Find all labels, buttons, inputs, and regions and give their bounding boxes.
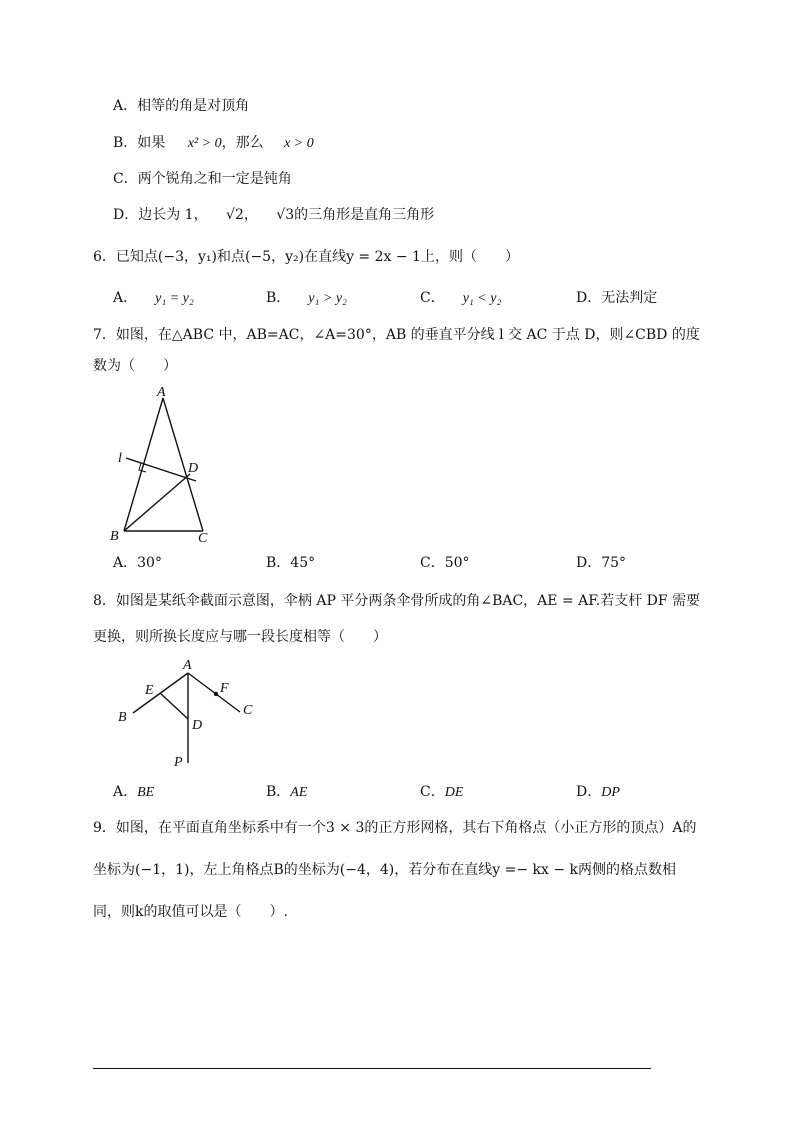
- option-text: DP: [601, 785, 620, 800]
- rib-ac: [188, 673, 240, 712]
- option-text: 相等的角是对顶角: [137, 98, 250, 114]
- option-letter: D．: [576, 290, 602, 306]
- option-letter: C．: [420, 784, 445, 800]
- option-text: 边长为 1，: [138, 207, 208, 223]
- point-label-e: E: [145, 683, 154, 698]
- q6-stem: 6．已知点(−3，y₁)和点(−5，y₂)在直线y = 2x − 1上，则（ ）: [93, 249, 519, 265]
- q9-line3: 同，则k的取值可以是（ ）.: [93, 904, 288, 920]
- point-label-b: B: [110, 529, 119, 544]
- option-text: 45°: [290, 555, 316, 571]
- strut-ed: [160, 693, 188, 719]
- option-text: y₁ = y₂: [155, 291, 194, 306]
- point-label-d: D: [192, 718, 203, 733]
- point-label-a: A: [183, 658, 192, 673]
- option-text: 50°: [444, 555, 470, 571]
- option-letter: C．: [420, 555, 445, 571]
- option-letter: D．: [576, 555, 602, 571]
- option-text: y₁ > y₂: [308, 291, 347, 306]
- bottom-rule: [93, 1068, 651, 1069]
- line-label-l: l: [118, 451, 122, 466]
- option-text: 75°: [601, 555, 627, 571]
- option-text: BE: [137, 785, 155, 800]
- math-expression: x² > 0: [187, 136, 222, 151]
- q8-option-b: [266, 782, 307, 803]
- point-label-c: C: [243, 703, 253, 718]
- option-text: 的三角形是直角三角形: [294, 207, 435, 223]
- point-label-p: P: [174, 755, 183, 770]
- option-text: DE: [444, 785, 464, 800]
- option-letter: C．: [113, 171, 138, 187]
- option-text: y₁ < y₂: [462, 291, 502, 306]
- option-text: 两个锐角之和一定是钝角: [137, 171, 292, 187]
- option-letter: C．: [420, 290, 445, 306]
- point-label-b: B: [118, 710, 127, 725]
- option-letter: B．: [266, 290, 291, 306]
- option-letter: A．: [113, 98, 138, 114]
- q8-option-d: [576, 782, 620, 803]
- option-letter: B．: [113, 135, 138, 151]
- option-letter: B．: [266, 555, 291, 571]
- point-label-a: A: [157, 385, 166, 400]
- q8-option-c: [420, 782, 463, 803]
- q7-stem-line1: 7．如图，在△ABC 中，AB=AC，∠A=30°，AB 的垂直平分线 l 交 AC 于点 D，则∠CBD 的度: [93, 327, 700, 343]
- option-letter: A．: [113, 784, 138, 800]
- q8-stem-line2: 更换，则所换长度应与哪一段长度相等（ ）: [93, 629, 387, 645]
- option-letter: D．: [113, 207, 139, 223]
- point-label-d: D: [188, 461, 199, 476]
- math-expression: √3: [276, 207, 295, 223]
- point-f-dot: [214, 692, 218, 696]
- option-letter: A．: [113, 290, 138, 306]
- q8-stem-line1: 8．如图是某纸伞截面示意图，伞柄 AP 平分两条伞骨所成的角∠BAC，AE = AF.若支杆 DF 需要: [93, 593, 701, 609]
- option-text: AE: [290, 785, 308, 800]
- point-label-c: C: [198, 531, 208, 546]
- option-letter: A．: [113, 555, 138, 571]
- math-expression: √2，: [226, 207, 258, 223]
- q9-line2: 坐标为(−1，1)，左上角格点B的坐标为(−4，4)，若分布在直线y =− kx − k两侧的格点数相: [93, 862, 676, 878]
- q8-option-a: [113, 782, 154, 803]
- option-text: 如果: [137, 135, 166, 151]
- option-text: 无法判定: [601, 290, 658, 306]
- option-letter: D．: [576, 784, 602, 800]
- math-expression: x > 0: [284, 136, 314, 151]
- option-text: ，那么: [221, 135, 264, 151]
- q7-stem-line2: 数为（ ）: [93, 358, 177, 374]
- option-letter: B．: [266, 784, 291, 800]
- option-text: 30°: [137, 555, 162, 571]
- q9-line1: 9．如图，在平面直角坐标系中有一个3 × 3的正方形网格，其右下角格点（小正方形的顶点）A的: [93, 820, 697, 836]
- point-label-f: F: [220, 681, 229, 696]
